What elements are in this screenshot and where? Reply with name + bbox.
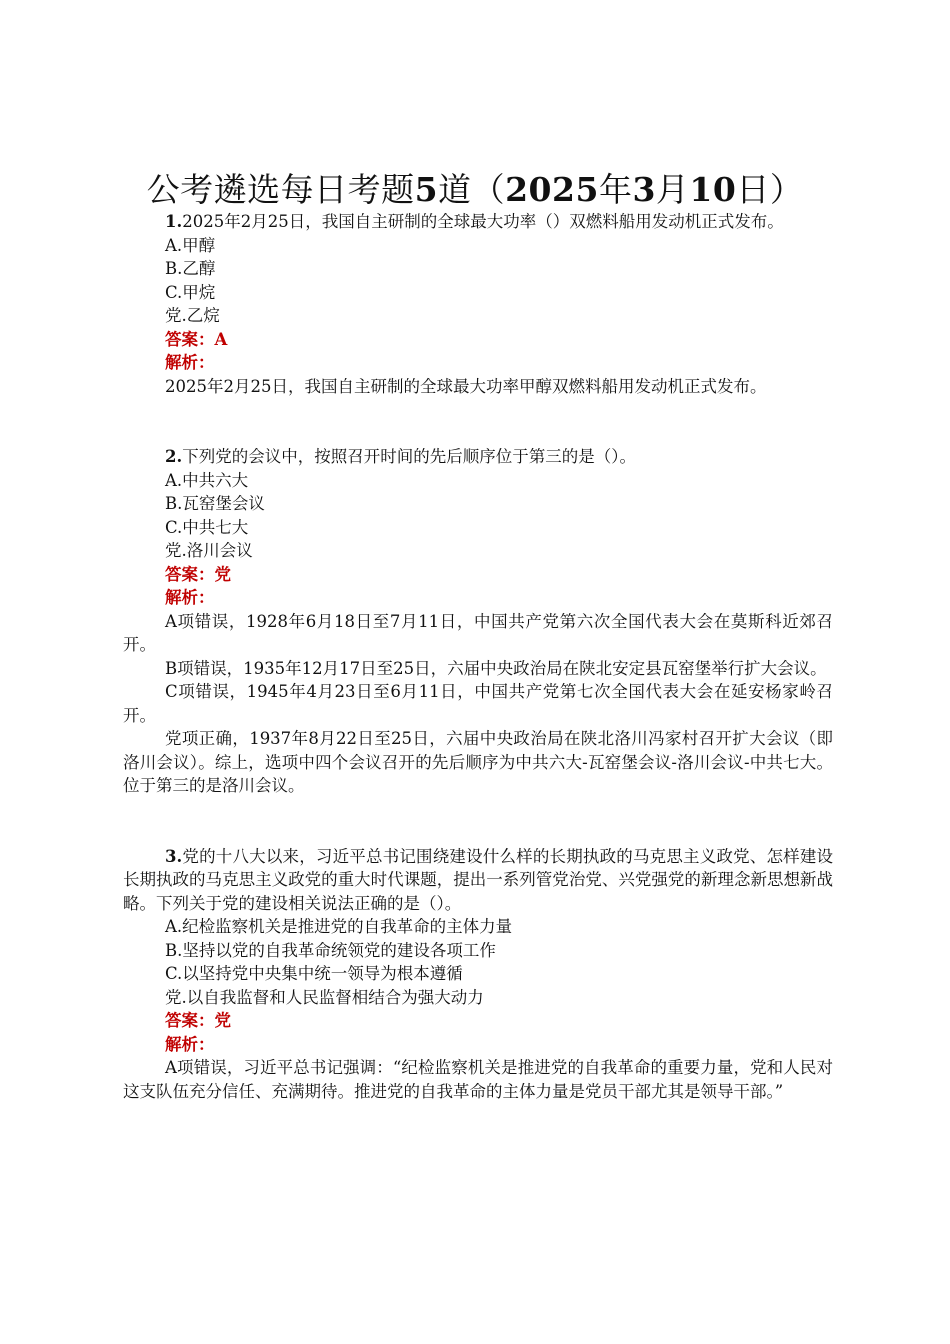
explanation-paragraph: 2025年2月25日，我国自主研制的全球最大功率甲醇双燃料船用发动机正式发布。 — [165, 376, 767, 396]
explanation-paragraph: A项错误，习近平总书记强调：“纪检监察机关是推进党的自我革命的重要力量，党和人民对这支队伍充分信任、充满期待。推进党的自我革命的主体力量是党员干部尤其是领导干部。” — [123, 1058, 833, 1101]
answer-label: 答案：党 — [165, 564, 231, 584]
explanation-paragraph: B项错误，1935年12月17日至25日，六届中央政治局在陕北安定县瓦窑堡举行扩大会议。 — [165, 658, 827, 678]
title-text: 年 — [598, 170, 633, 209]
option-b: B.乙醇 — [165, 259, 216, 278]
option-a: A.甲醇 — [165, 235, 216, 255]
explanation-paragraph: 党项正确，1937年8月22日至25日，六届中央政治局在陕北洛川冯家村召开扩大会议（即洛川会议）。综上，选项中四个会议召开的先后顺序为中共六大-瓦窑堡会议-洛川会议-中共七大。位于第三的是洛川会议。 — [123, 729, 833, 795]
option-b: B.瓦窑堡会议 — [165, 494, 265, 513]
explanation-label: 解析： — [165, 353, 215, 372]
question-block — [123, 845, 833, 1104]
question-text: 2025年2月25日，我国自主研制的全球最大功率（）双燃料船用发动机正式发布。 — [182, 212, 784, 231]
title-day: 10 — [689, 170, 737, 209]
answer-label: 答案：党 — [165, 1011, 231, 1030]
question-number: 3. — [165, 846, 183, 866]
question-number: 1. — [165, 212, 183, 231]
option-c: C.中共七大 — [165, 517, 249, 537]
option-b: B.坚持以党的自我革命统领党的建设各项工作 — [165, 940, 496, 960]
title-text: 公考遴选每日考题 — [146, 170, 415, 209]
question-text: 党的十八大以来，习近平总书记围绕建设什么样的长期执政的马克思主义政党、怎样建设长期执政的马克思主义政党的重大时代课题，提出一系列管党治党、兴党强党的新理念新思想新战略。下列关于党的建设相关说法正确的是（）。 — [123, 846, 833, 913]
explanation-paragraph: C项错误，1945年4月23日至6月11日，中国共产党第七次全国代表大会在延安杨家岭召开。 — [123, 682, 833, 725]
spacer — [123, 798, 833, 845]
question-stem — [123, 845, 833, 916]
option-a: A.中共六大 — [165, 470, 249, 490]
answer-label: 答案：A — [165, 329, 228, 349]
title-count: 5 — [414, 170, 439, 209]
explanation-paragraph: A项错误，1928年6月18日至7月11日，中国共产党第六次全国代表大会在莫斯科近郊召开。 — [123, 611, 833, 654]
question-text: 下列党的会议中，按照召开时间的先后顺序位于第三的是（）。 — [182, 447, 636, 466]
title-month: 3 — [632, 170, 656, 209]
option-d: 党.乙烷 — [165, 306, 220, 325]
title-text: 日） — [736, 170, 804, 209]
question-stem — [123, 210, 833, 234]
option-d: 党.洛川会议 — [165, 541, 253, 560]
option-c: C.甲烷 — [165, 282, 216, 302]
option-a: A.纪检监察机关是推进党的自我革命的主体力量 — [165, 917, 513, 936]
question-block — [123, 445, 833, 798]
spacer — [123, 398, 833, 445]
option-c: C.以坚持党中央集中统一领导为根本遵循 — [165, 964, 463, 983]
question-stem — [123, 445, 833, 469]
title-year: 2025 — [505, 170, 599, 209]
explanation-label: 解析： — [165, 588, 215, 607]
page-title — [0, 168, 950, 212]
option-d: 党.以自我监督和人民监督相结合为强大动力 — [165, 987, 484, 1007]
question-number: 2. — [165, 447, 183, 466]
title-text: 道（ — [438, 170, 506, 209]
explanation-label: 解析： — [165, 1034, 215, 1054]
question-block — [123, 210, 833, 398]
title-text: 月 — [655, 170, 690, 209]
question-list — [123, 210, 833, 1103]
